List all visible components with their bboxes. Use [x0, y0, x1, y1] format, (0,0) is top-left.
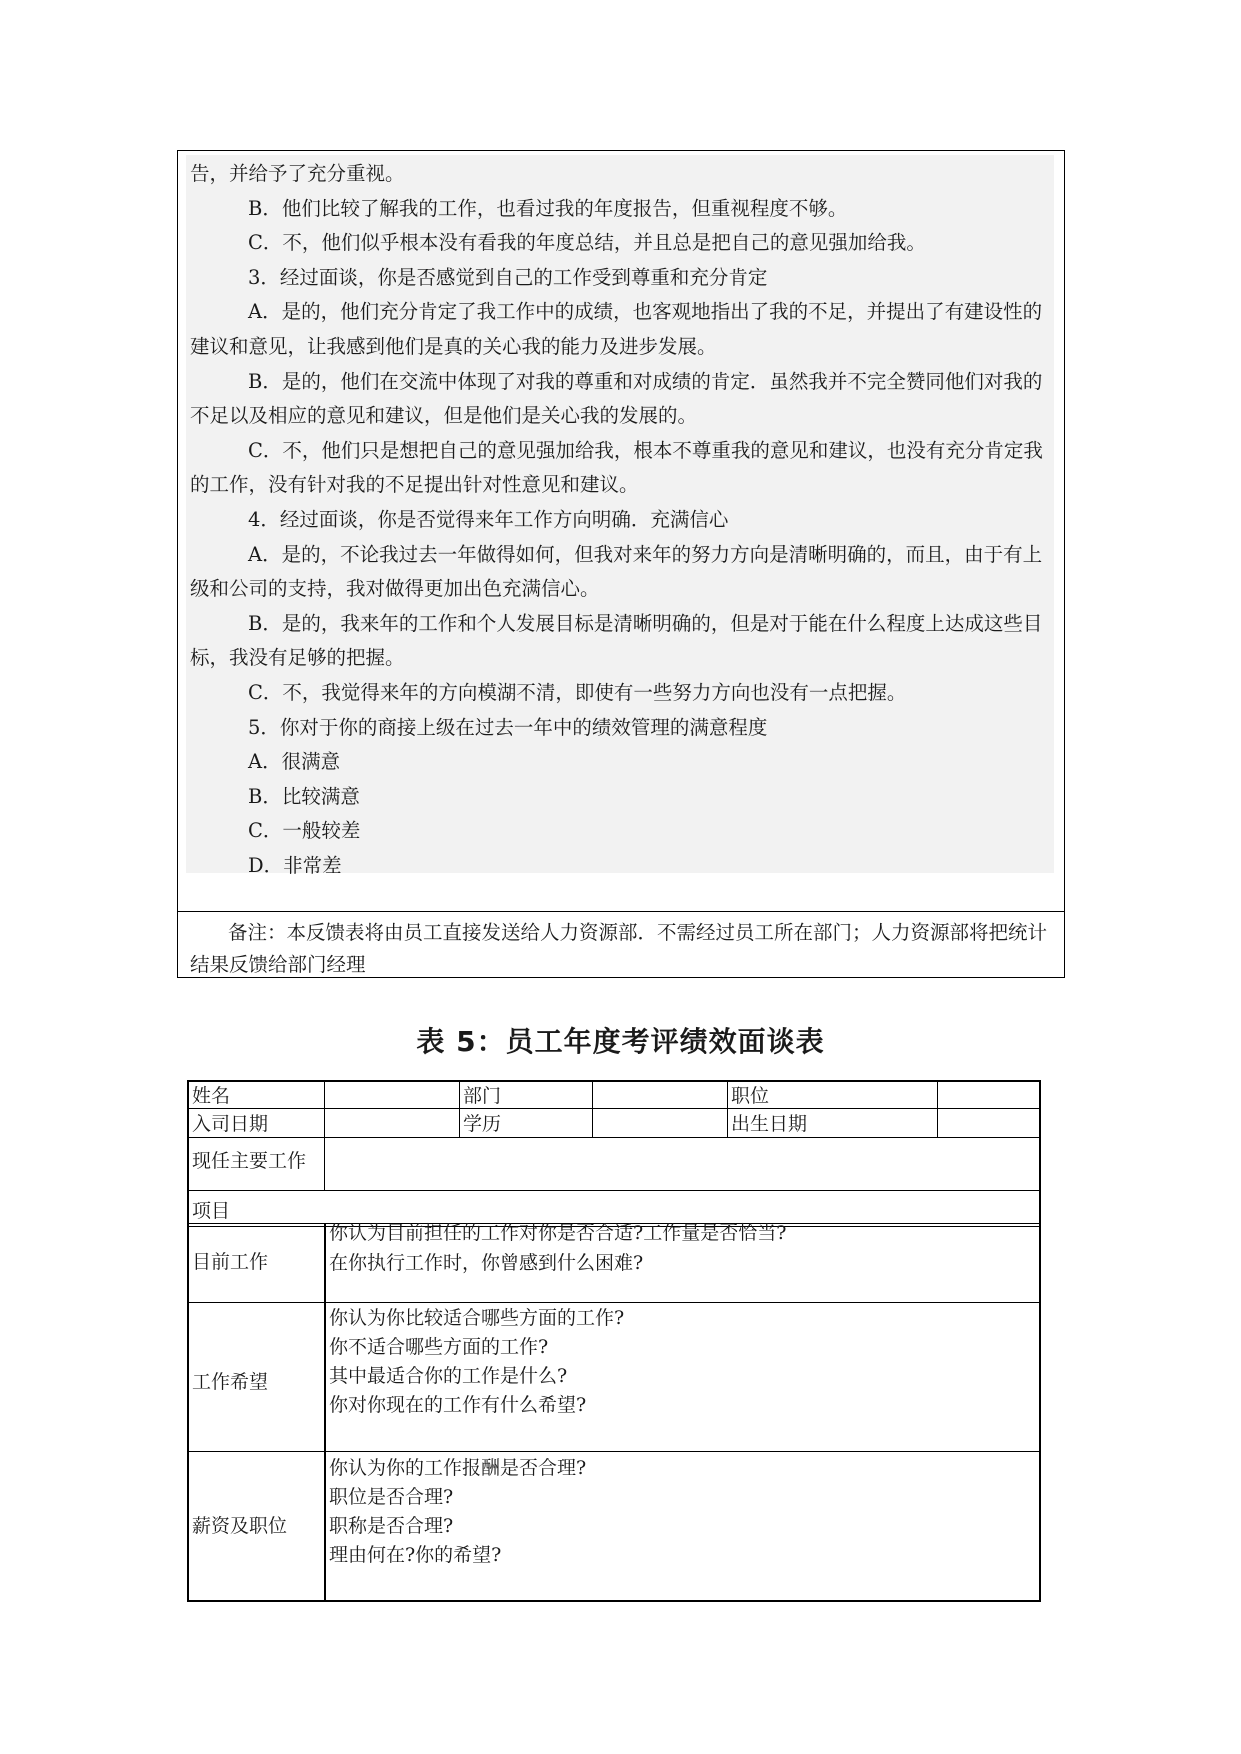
survey-option: D．非常差: [248, 853, 342, 877]
survey-option: B．是的，他们在交流中体现了对我的尊重和对成绩的肯定．虽然我并不完全赞同他们对我的不足以及相应的意见和建议，但是他们是关心我的发展的。: [190, 369, 1043, 428]
survey-option: A．是的，他们充分肯定了我工作中的成绩，也客观地指出了我的不足，并提出了有建设性的建议和意见，让我感到他们是真的关心我的能力及进步发展。: [190, 300, 1043, 358]
row-line: [187, 1451, 1041, 1452]
survey-option: C．不，我觉得来年的方向模湖不清，即使有一些努力方向也没有一点把握。: [248, 680, 907, 704]
col-line: [937, 1080, 938, 1137]
table-title: 表 5：员工年度考评绩效面谈表: [416, 1025, 825, 1058]
survey-line: 告，并给予了充分重视。: [190, 162, 405, 185]
name-label: 姓名: [192, 1085, 231, 1107]
question: 你认为你比较适合哪些方面的工作?: [329, 1307, 625, 1329]
question: 你认为你的工作报酬是否合理?: [329, 1457, 587, 1479]
row-line: [187, 1190, 1041, 1191]
survey-box: [177, 150, 1065, 978]
col-line: [592, 1080, 593, 1137]
education-label: 学历: [463, 1113, 502, 1135]
survey-option: B．是的，我来年的工作和个人发展目标是清晰明确的，但是对于能在什么程度上达成这些目标，我没有足够的把握。: [190, 611, 1043, 670]
current-work-label: 现任主要工作: [192, 1150, 307, 1172]
survey-option: C．一般较差: [248, 819, 361, 843]
survey-option: A．是的，不论我过去一年做得如何，但我对来年的努力方向是清晰明确的，而且，由于有上级和公司的支持，我对做得更加出色充满信心。: [190, 542, 1043, 601]
question: 你对你现在的工作有什么希望?: [329, 1394, 587, 1416]
survey-question: 4．经过面谈，你是否觉得来年工作方向明确．充满信心: [248, 507, 729, 531]
hire-date-label: 入司日期: [192, 1113, 269, 1135]
survey-line: B．他们比较了解我的工作，也看过我的年度报告，但重视程度不够。: [248, 196, 848, 220]
survey-note: 备注：本反馈表将由员工直接发送给人力资源部．不需经过员工所在部门；人力资源部将把统计结果反馈给部门经理: [190, 921, 1048, 976]
interview-form: [187, 1080, 1041, 1602]
section-label-job-expectation: 工作希望: [192, 1371, 269, 1393]
section-label-salary-position: 薪资及职位: [192, 1515, 288, 1537]
question: 职称是否合理?: [329, 1515, 454, 1537]
question: 在你执行工作时，你曾感到什么困难?: [329, 1252, 644, 1274]
dept-label: 部门: [463, 1085, 502, 1107]
survey-questions: [186, 155, 1054, 877]
form-border: [187, 1080, 1041, 1082]
survey-option: B．比较满意: [248, 784, 360, 808]
question: 你不适合哪些方面的工作?: [329, 1336, 549, 1358]
survey-option: C．不，他们只是想把自己的意见强加给我，根本不尊重我的意见和建议，也没有充分肯定我的工作，没有针对我的不足提出针对性意见和建议。: [190, 438, 1043, 497]
survey-option: A．很满意: [248, 750, 341, 774]
row-line: [187, 1108, 1041, 1109]
item-label: 项目: [192, 1200, 231, 1222]
birth-date-label: 出生日期: [731, 1113, 808, 1135]
section-label-current-job: 目前工作: [192, 1251, 269, 1273]
question: 其中最适合你的工作是什么?: [329, 1365, 568, 1387]
form-border: [1039, 1080, 1041, 1602]
row-line: [187, 1137, 1041, 1138]
divider: [178, 911, 1064, 912]
survey-line: C．不，他们似乎根本没有看我的年度总结，并且总是把自己的意见强加给我。: [248, 231, 926, 255]
col-line: [324, 1080, 325, 1190]
question: 职位是否合理?: [329, 1486, 454, 1508]
position-label: 职位: [731, 1085, 770, 1107]
survey-question: 5．你对于你的商接上级在过去一年中的绩效管理的满意程度: [248, 715, 768, 739]
row-line: [187, 1302, 1041, 1303]
survey-question: 3．经过面谈，你是否感觉到自己的工作受到尊重和充分肯定: [248, 265, 768, 289]
form-border: [187, 1600, 1041, 1602]
question: 你认为目前担任的工作对你是否合适?工作量是否恰当?: [329, 1222, 787, 1244]
question: 理由何在?你的希望?: [329, 1544, 502, 1566]
